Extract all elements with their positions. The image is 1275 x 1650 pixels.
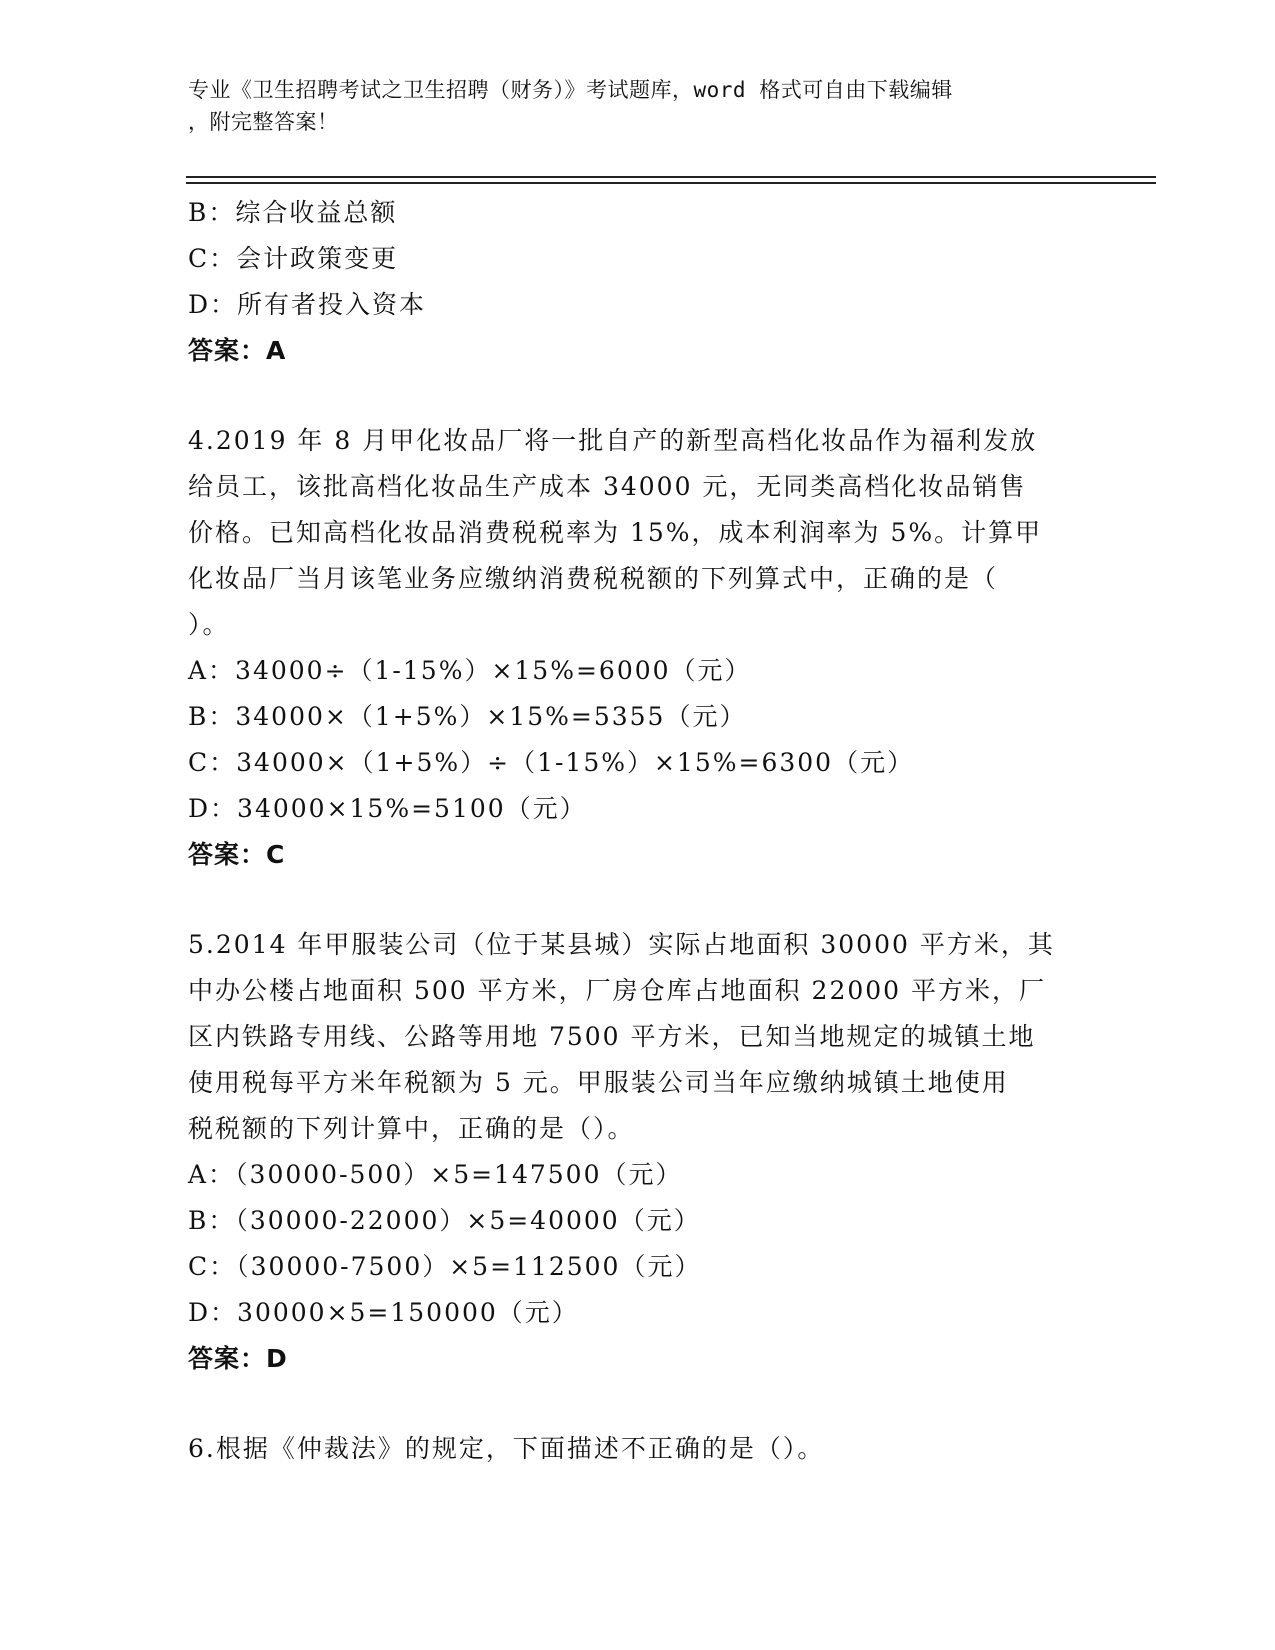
question-text-line: 区内铁路专用线、公路等用地 7500 平方米，已知当地规定的城镇土地	[188, 1022, 1036, 1051]
answer-line: 答案：C	[188, 840, 286, 869]
question-text-line: 中办公楼占地面积 500 平方米，厂房仓库占地面积 22000 平方米，厂	[188, 976, 1047, 1005]
question-5	[188, 922, 1088, 1382]
header-divider-top	[186, 176, 1156, 178]
question-6	[188, 1426, 1088, 1472]
question-spacer	[188, 374, 1088, 418]
answer-line: 答案：A	[188, 336, 287, 365]
question-content	[188, 190, 1088, 1472]
option-a: A：34000÷（1-15%）×15%=6000（元）	[188, 656, 752, 685]
question-text-line: 价格。已知高档化妆品消费税税率为 15%，成本利润率为 5%。计算甲	[188, 518, 1043, 547]
option-b: B：34000×（1+5%）×15%=5355（元）	[188, 702, 747, 731]
option-a: A：（30000-500）×5=147500（元）	[188, 1160, 683, 1189]
question-text-line: 给员工，该批高档化妆品生产成本 34000 元，无同类高档化妆品销售	[188, 472, 1027, 501]
question-text-line: 5.2014 年甲服装公司（位于某县城）实际占地面积 30000 平方米，其	[188, 930, 1055, 959]
option-b: B：（30000-22000）×5=40000（元）	[188, 1206, 701, 1235]
option-d: D：30000×5=150000（元）	[188, 1298, 579, 1327]
question-3-tail	[188, 190, 1088, 374]
option-c: C：34000×（1+5%）÷（1-15%）×15%=6300（元）	[188, 748, 915, 777]
header-divider-bottom	[186, 182, 1156, 184]
answer-line: 答案：D	[188, 1344, 288, 1373]
option-c: C：会计政策变更	[188, 244, 399, 273]
question-text-line: 使用税每平方米年税额为 5 元。甲服装公司当年应缴纳城镇土地使用	[188, 1068, 1009, 1097]
header-line-1: 专业《卫生招聘考试之卫生招聘（财务）》考试题库，word 格式可自由下载编辑	[188, 78, 953, 102]
option-d: D：34000×15%=5100（元）	[188, 794, 587, 823]
option-c: C：（30000-7500）×5=112500（元）	[188, 1252, 702, 1281]
header-line-2: ，附完整答案！	[188, 110, 339, 134]
question-text-line: ）。	[188, 610, 230, 639]
question-4	[188, 418, 1088, 878]
question-spacer	[188, 878, 1088, 922]
option-b: B：综合收益总额	[188, 198, 398, 227]
option-d: D：所有者投入资本	[188, 290, 427, 319]
question-text-line: 4.2019 年 8 月甲化妆品厂将一批自产的新型高档化妆品作为福利发放	[188, 426, 1038, 455]
question-text-line: 6.根据《仲裁法》的规定，下面描述不正确的是（）。	[188, 1434, 825, 1463]
document-header	[188, 74, 1068, 138]
question-spacer	[188, 1382, 1088, 1426]
question-text-line: 化妆品厂当月该笔业务应缴纳消费税税额的下列算式中，正确的是（	[188, 564, 999, 593]
question-text-line: 税税额的下列计算中，正确的是（）。	[188, 1114, 635, 1143]
